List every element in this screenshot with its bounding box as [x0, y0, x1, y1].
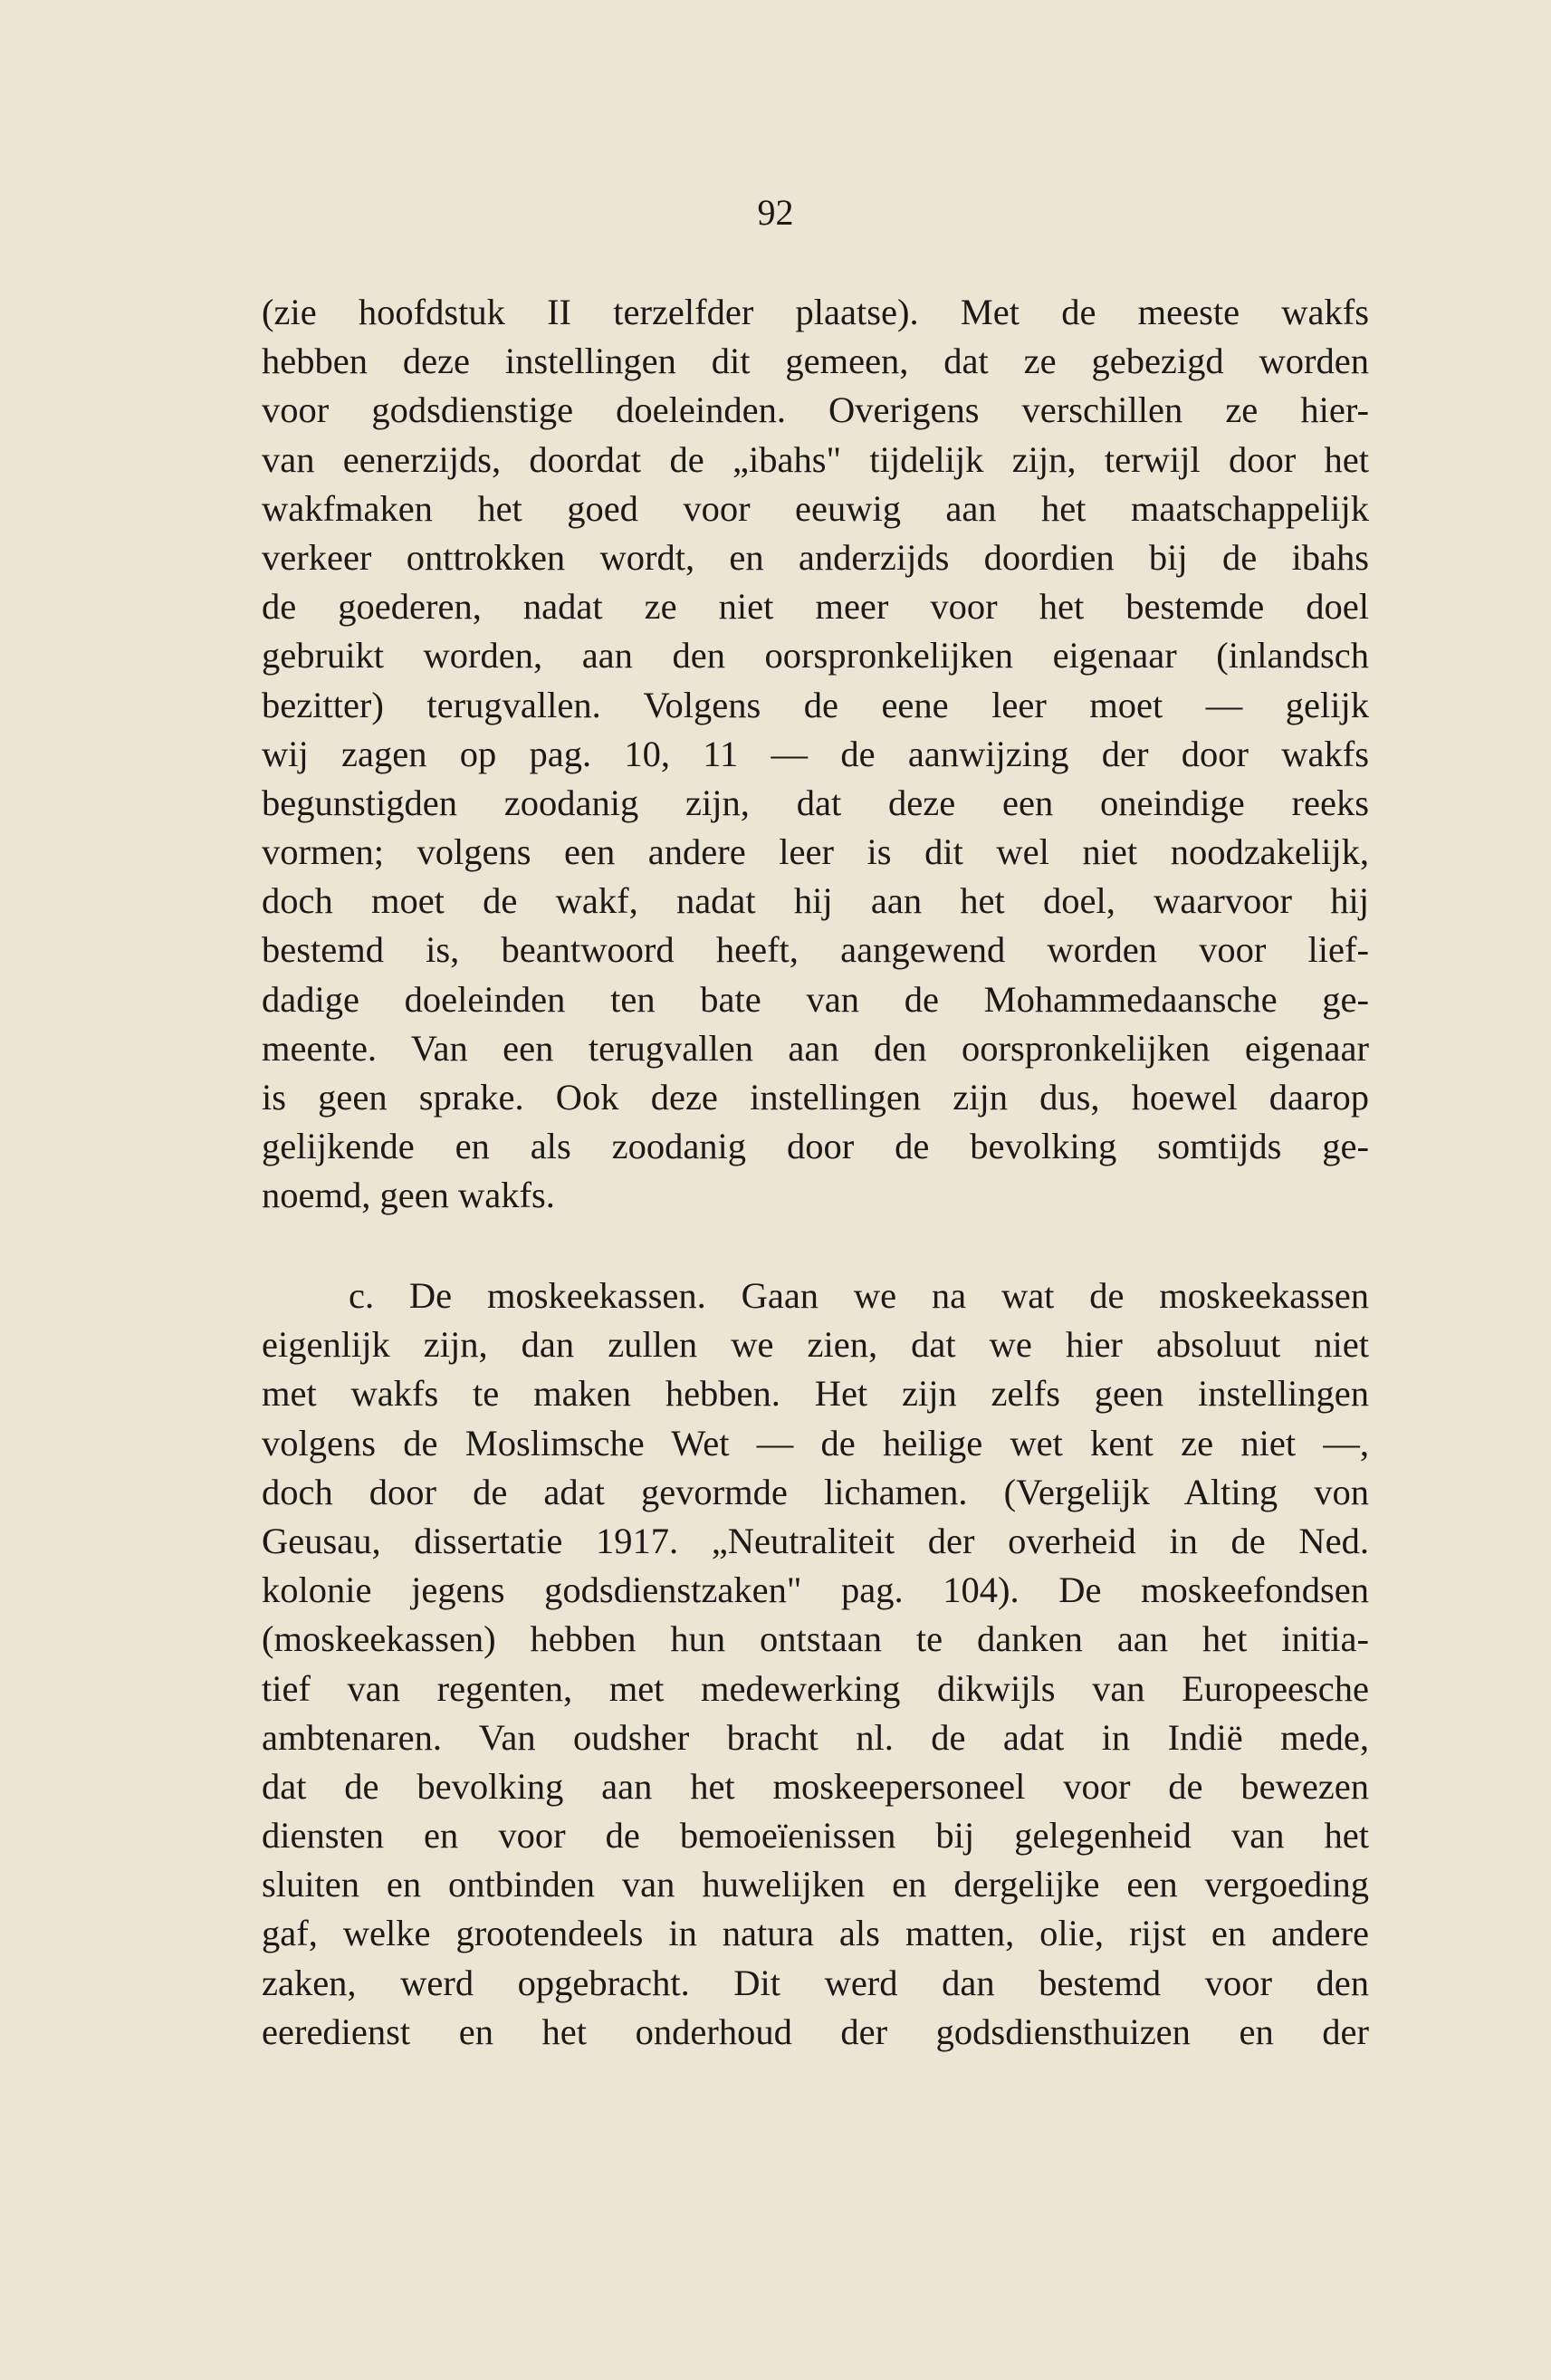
- text-line: bestemd is, beantwoord heeft, aangewend worden voor lief-: [262, 929, 1369, 971]
- text-line: (moskeekassen) hebben hun ontstaan te danken aan het initia-: [262, 1618, 1369, 1660]
- text-line: tief van regenten, met medewerking dikwijls van Europeesche: [262, 1667, 1369, 1709]
- text-line: sluiten en ontbinden van huwelijken en dergelijke een vergoeding: [262, 1864, 1369, 1905]
- paragraph-2: [262, 1272, 1369, 2057]
- text-line: Geusau, dissertatie 1917. „Neutraliteit der overheid in de Ned.: [262, 1520, 1369, 1561]
- text-line: met wakfs te maken hebben. Het zijn zelfs geen instellingen: [262, 1373, 1369, 1415]
- text-line: is geen sprake. Ook deze instellingen zijn dus, hoewel daarop: [262, 1077, 1369, 1118]
- text-line: (zie hoofdstuk II terzelfder plaatse). Met de meeste wakfs: [262, 292, 1369, 332]
- text-line: eeredienst en het onderhoud der godsdiensthuizen en der: [262, 2011, 1369, 2052]
- text-line: vormen; volgens een andere leer is dit wel niet noodzakelijk,: [262, 831, 1369, 873]
- text-line: verkeer onttrokken wordt, en anderzijds doordien bij de ibahs: [262, 536, 1369, 578]
- text-line: zaken, werd opgebracht. Dit werd dan bestemd voor den: [262, 1962, 1369, 2003]
- text-line: doch moet de wakf, nadat hij aan het doel, waarvoor hij: [262, 880, 1369, 922]
- text-line: bezitter) terugvallen. Volgens de eene leer moet — gelijk: [262, 684, 1369, 725]
- text-line: gaf, welke grootendeels in natura als matten, olie, rijst en andere: [262, 1913, 1369, 1954]
- page-number: 92: [757, 192, 794, 233]
- text-line: gebruikt worden, aan den oorspronkelijken eigenaar (inlandsch: [262, 635, 1369, 677]
- text-line: dadige doeleinden ten bate van de Mohammedaansche ge-: [262, 978, 1369, 1020]
- text-line: ambtenaren. Van oudsher bracht nl. de adat in Indië mede,: [262, 1716, 1369, 1758]
- text-line: noemd, geen wakfs.: [262, 1175, 555, 1216]
- text-line: voor godsdienstige doeleinden. Overigens verschillen ze hier-: [262, 389, 1369, 431]
- text-line: de goederen, nadat ze niet meer voor het bestemde doel: [262, 586, 1369, 628]
- text-line: meente. Van een terugvallen aan den oorspronkelijken eigenaar: [262, 1027, 1369, 1069]
- text-line: kolonie jegens godsdienstzaken" pag. 104). De moskeefondsen: [262, 1569, 1369, 1611]
- text-line: dat de bevolking aan het moskeepersoneel voor de bewezen: [262, 1765, 1369, 1807]
- text-line: volgens de Moslimsche Wet — de heilige wet kent ze niet —,: [262, 1422, 1369, 1464]
- text-line: wij zagen op pag. 10, 11 — de aanwijzing der door wakfs: [262, 733, 1369, 774]
- text-line: begunstigden zoodanig zijn, dat deze een oneindige reeks: [262, 782, 1369, 823]
- text-line: eigenlijk zijn, dan zullen we zien, dat we hier absoluut niet: [262, 1324, 1369, 1366]
- text-line: hebben deze instellingen dit gemeen, dat ze gebezigd worden: [262, 341, 1369, 382]
- paragraph-1: [262, 288, 1369, 1221]
- section-heading-line: c. De moskeekassen. Gaan we na wat de moskeekassen: [349, 1275, 1369, 1316]
- text-line: wakfmaken het goed voor eeuwig aan het maatschappelijk: [262, 487, 1369, 529]
- text-line: doch door de adat gevormde lichamen. (Vergelijk Alting von: [262, 1471, 1369, 1512]
- text-line: diensten en voor de bemoeïenissen bij gelegenheid van het: [262, 1815, 1369, 1857]
- text-line: gelijkende en als zoodanig door de bevolking somtijds ge-: [262, 1126, 1369, 1167]
- text-line: van eenerzijds, doordat de „ibahs" tijdelijk zijn, terwijl door het: [262, 438, 1369, 480]
